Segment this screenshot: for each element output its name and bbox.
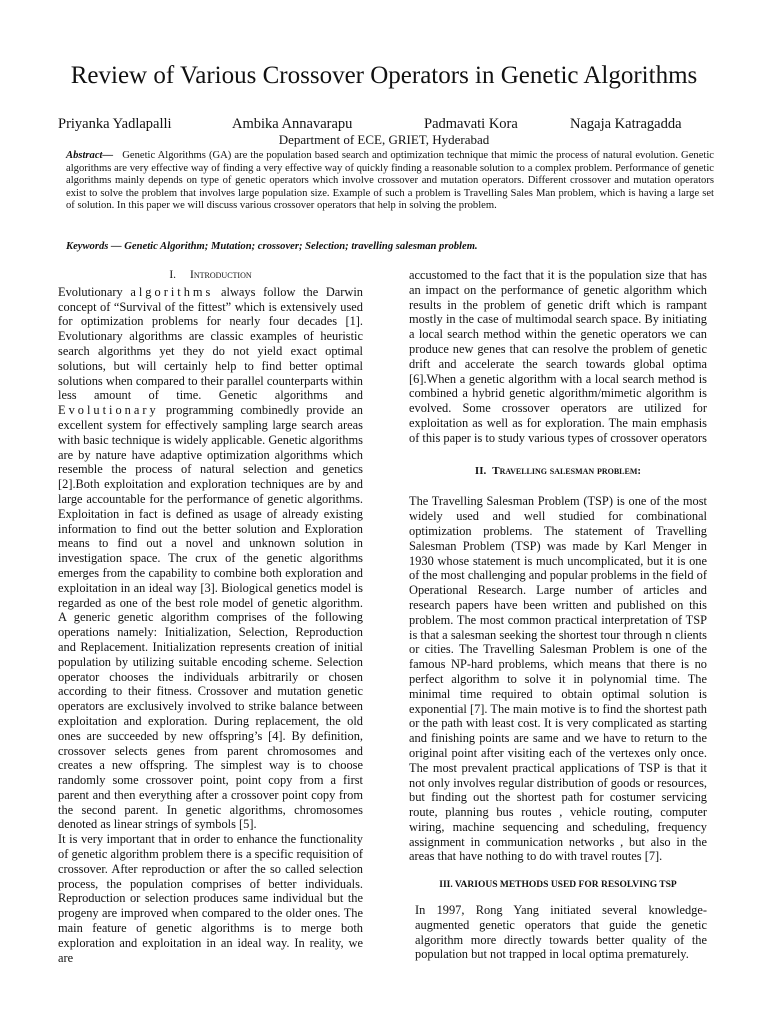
author-name: Nagaja Katragadda [570, 116, 682, 132]
affiliation: Department of ECE, GRIET, Hyderabad [278, 132, 490, 147]
abstract [66, 150, 714, 213]
intro-paragraph-3: accustomed to the fact that it is the population size that has an impact on the performance of genetic algorithm which results in the problem of genetic drift which is rampant mostly in the case of multimodal search space. By initiating a local search method within the genetic operators we can produce new genes that can resolve the problem of genetic drift and accelerate the search towards global optima [6].When a genetic algorithm with a local search method is combined a hybrid genetic algorithm/mimetic algorithm is evolved. Some crossover operators are utilized for exploitation as well as for exploration. The main emphasis of this paper is to study various types of crossover operators [409, 268, 708, 445]
paper-title: Review of Various Crossover Operators in Genetic Algorithms [70, 62, 698, 89]
section-heading-tsp: II. Travelling salesman problem: [474, 464, 642, 477]
abstract-label: Abstract— [66, 150, 114, 161]
author-name: Ambika Annavarapu [232, 116, 353, 132]
author-name: Padmavati Kora [424, 116, 518, 132]
right-column [409, 268, 707, 962]
section-heading-methods: III. VARIOUS METHODS USED FOR RESOLVING TSP [439, 880, 677, 891]
intro-paragraph-2: It is very important that in order to enhance the functionality of genetic algorithm problem there is a specific requisition of crossover. After reproduction or after the so called selection process, the population comprises of better individuals. Reproduction or selection produces same individual but the progeny are improved when compared to the older ones. The main feature of genetic algorithms is to merge both exploration and exploitation in an ideal way. In reality, we are [58, 832, 363, 965]
keywords: Keywords — Genetic Algorithm; Mutation; crossover; Selection; travelling salesman problem. [66, 241, 478, 252]
left-column [58, 268, 363, 965]
tsp-paragraph: The Travelling Salesman Problem (TSP) is one of the most widely used and well studied for combinational optimization problems. The statement of Travelling Salesman Problem (TSP) was made by Karl Menger in 1930 whose statement is much uncomplicated, but it is one of the most challenging and popular problems in the field of Operational Research. Large number of articles and research papers have been written and published on this problem. The most common practical interpretation of TSP is that a salesman seeking the shortest tour through n clients or cities. The Travelling Salesman Problem is one of the famous NP-hard problems, which means that there is no perfect algorithm to solve it in polynomial time. The minimal time required to obtain optimal solution is exponential [7]. The main motive is to find the shortest path or the path with least cost. It is very complicated as starting and finishing points are same and we have to return to the original point after visiting each of the vertexes only once. The most prevalent practical applications of TSP is that it not only involves regular distribution of goods or resources, but finding out the shortest path for costumer servicing route, planning bus routes , vehicle routing, computer wiring, machine sequencing and scheduling, frequency assignment in communication networks , but also in the areas that have nothing to do with travel routes [7]. [409, 494, 707, 864]
author-name: Priyanka Yadlapalli [58, 116, 172, 132]
methods-paragraph: In 1997, Rong Yang initiated several knowledge-augmented genetic operators that guide the genetic algorithm more directly towards better quality of the population but not trapped in local optima prematurely. [415, 903, 707, 962]
abstract-text: Genetic Algorithms (GA) are the population based search and optimization technique that mimic the process of natural evolution. Genetic algorithms are very effective way of finding a very effective way of quickly finding a reasonable solution to a complex problem. Performance of genetic algorithms mainly depends on type of genetic operators which involve crossover and mutation operators. Different crossover and mutation operators exist to solve the problem that involves large population size. Example of such a problem is Travelling Sales Man problem, which is having a large set of solution. In this paper we will discuss various crossover operators that help in solving the problem. [66, 150, 714, 212]
intro-paragraph-1: Evolutionary algorithms always follow the Darwin concept of “Survival of the fittest” which is extensively used for optimization problems for nearly four decades [1]. Evolutionary algorithms are classic examples of heuristic search algorithms yet they do not yield exact optimal solutions, but will certainly help to find better optimal solutions when compared to their parallel counterparts within less amount of time. Genetic algorithms and Evolutionary programming combinedly provide an excellent system for effectively sampling large search areas with basic technique is widely applicable. Genetic algorithms are by nature have adaptive optimization algorithms which resemble the process of natural selection and genetics [2].Both exploitation and exploration techniques are by and large accountable for the performance of genetic algorithms. Exploitation in fact is defined as usage of already existing information to find out the better solution and Exploration means to find out a novel and unknown solution in investigation space. The crux of the genetic algorithms emerges from the capability to combine both exploration and exploitation in an ideal way [3]. Biological genetics model is regarded as one of the best role model of genetic algorithm. A generic genetic algorithm comprises of the following operations namely: Initialization, Selection, Reproduction and Replacement. Initialization represents creation of initial population by utilizing suitable encoding scheme. Selection operator chooses the individuals arbitrarily or chosen according to their fitness. Crossover and mutation genetic operators are exclusively involved to strike balance between exploitation and exploration. During replacement, the old ones are succeeded by new offspring’s [4]. By definition, crossover selects genes from parent chromosomes and creates a new offspring. The simplest way is to choose randomly some crossover point, point copy from a first parent and then everything after a crossover point copy from the second parent. In genetic algorithms, chromosomes denoted as linear strings of symbols [5]. [58, 284, 363, 832]
section-heading-introduction: I. Introduction [169, 269, 252, 281]
